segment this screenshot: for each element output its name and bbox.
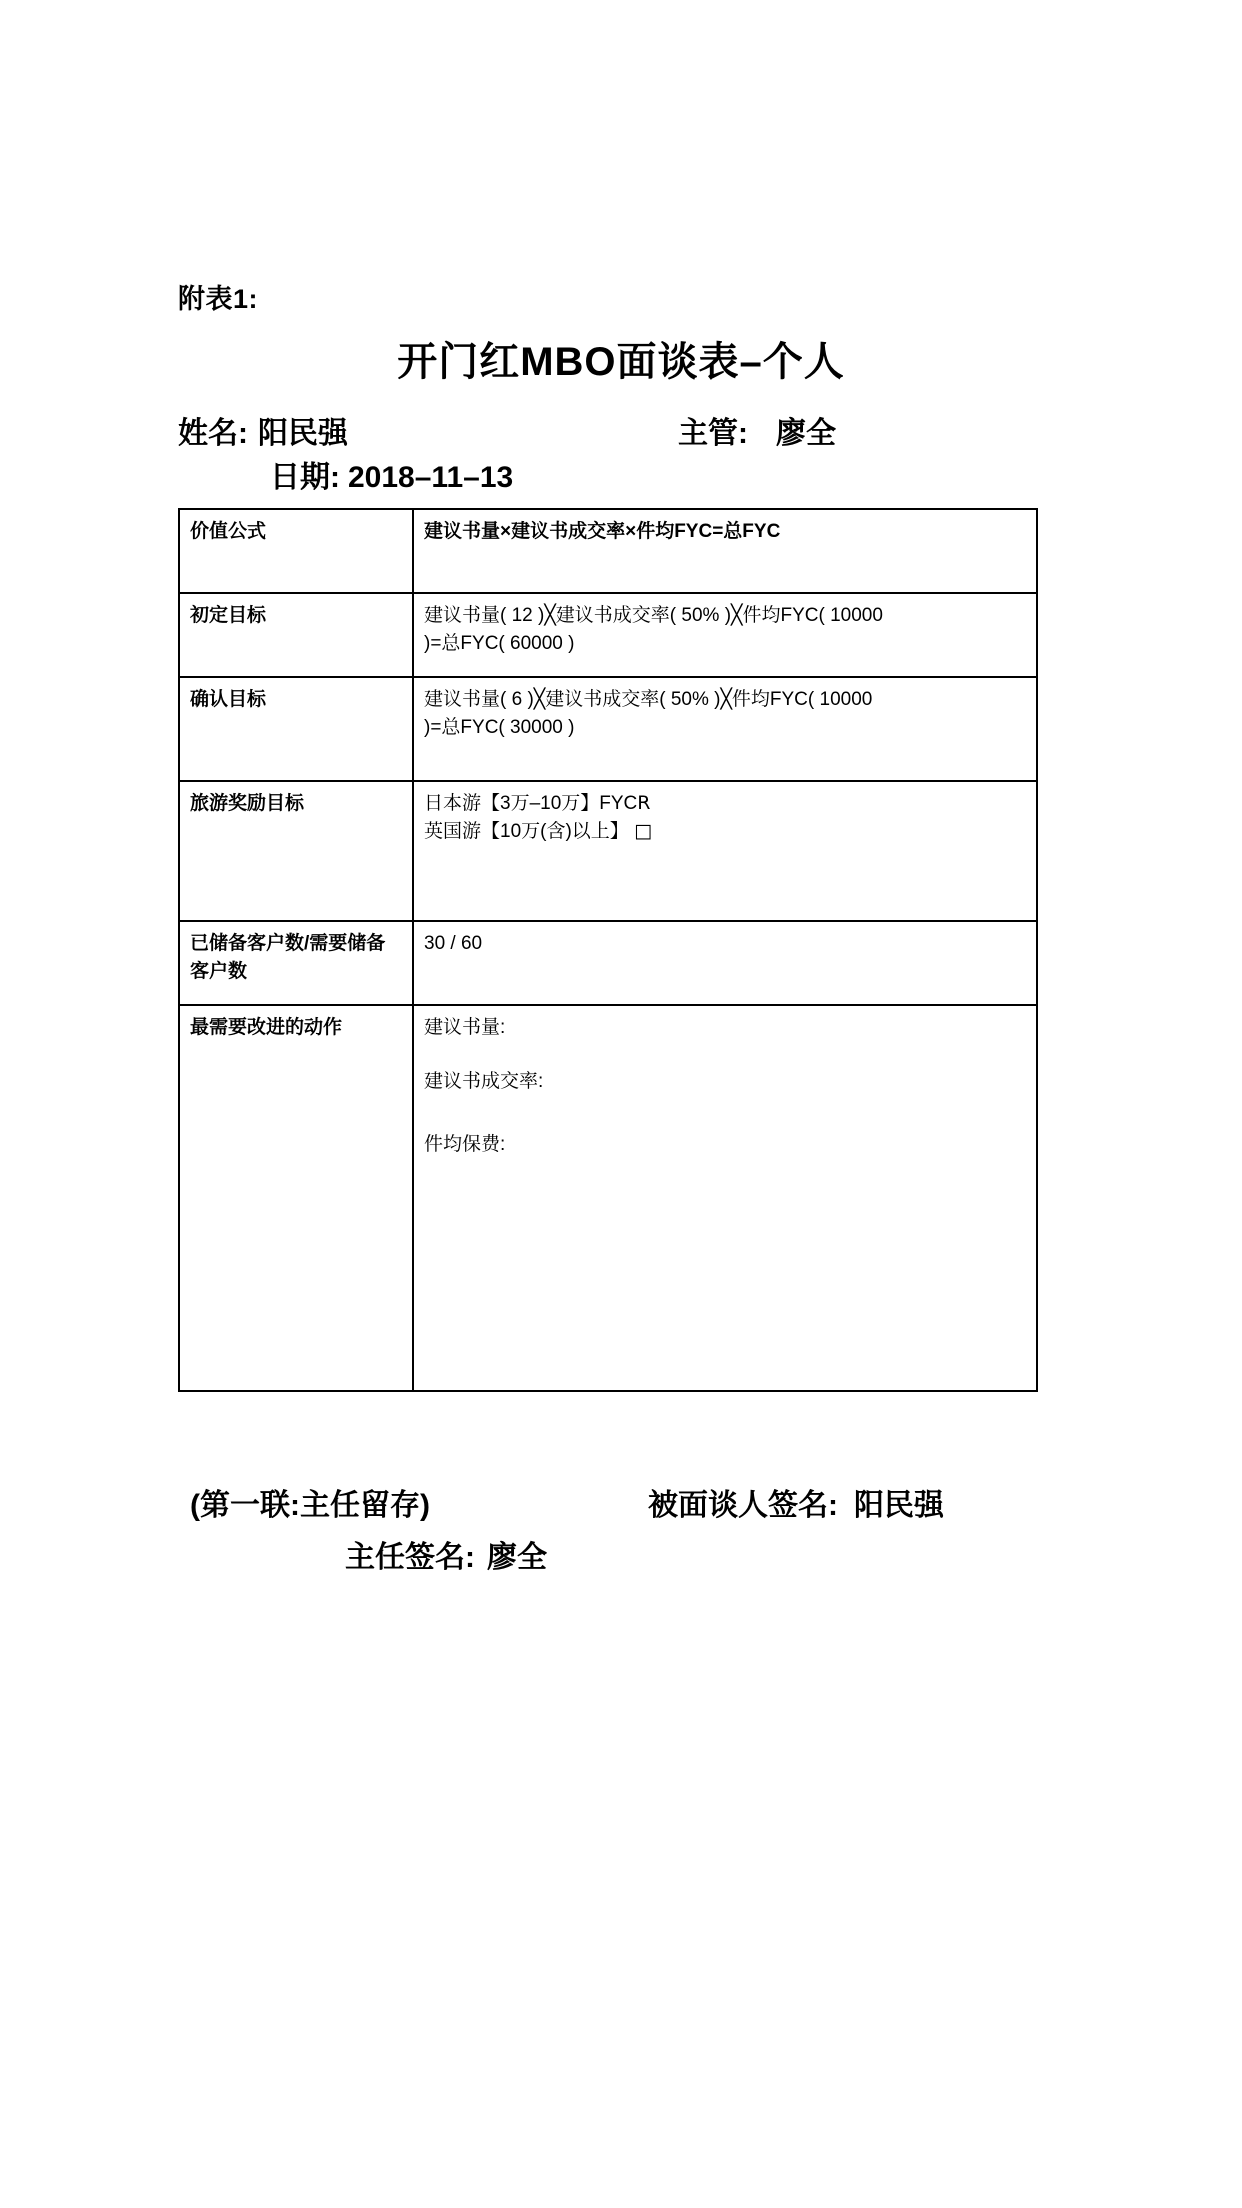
director-signature [345,1532,547,1576]
attachment-label: 附表1: [178,284,259,314]
supervisor-value: 廖全 [776,417,836,450]
name-value: 阳民强 [258,417,348,450]
table-row-clients [179,921,1037,1005]
director-value: 廖全 [487,1541,547,1574]
date-label: 日期: [270,461,340,494]
row-value-travel-award [413,781,1037,921]
travel-option-japan [424,790,1026,818]
confirmed-goal-line2: )=总FYC( 30000 ) [424,716,575,738]
row-label-formula: 价值公式 [179,509,413,593]
row-value-confirmed-goal [413,677,1037,781]
interviewee-value: 阳民强 [854,1489,944,1522]
row-value-formula: 建议书量×建议书成交率×件均FYC=总FYC [413,509,1037,593]
table-row-improvements [179,1005,1037,1391]
interviewee-signature [648,1480,944,1524]
row-label-clients: 已储备客户数/需要储备客户数 [179,921,413,1005]
travel-option-japan-text: 日本游【3万–10万】FYC [424,793,638,814]
table-row-confirmed-goal [179,677,1037,781]
table-row-formula [179,509,1037,593]
interviewee-label: 被面谈人签名: [648,1489,838,1522]
table-row-travel-award [179,781,1037,921]
copy-note: (第一联:主任留存) [190,1489,430,1522]
confirmed-goal-line1: 建议书量( 6 )╳建议书成交率( 50% )╳件均FYC( 10000 [424,689,873,710]
page-title: 开门红MBO面谈表–个人 [397,340,845,384]
improvement-item-1: 建议书量: [424,1017,506,1038]
date-value: 2018–11–13 [348,461,514,494]
row-value-initial-goal [413,593,1037,677]
supervisor-label: 主管: [678,417,748,450]
checkbox-empty-icon[interactable]: □ [634,819,653,842]
travel-option-uk-text: 英国游【10万(含)以上】 [424,820,629,842]
row-label-travel-award: 旅游奖励目标 [179,781,413,921]
initial-goal-line1: 建议书量( 12 )╳建议书成交率( 50% )╳件均FYC( 10000 [424,605,883,626]
name-field [178,408,348,452]
travel-option-uk [424,818,1026,846]
row-label-initial-goal: 初定目标 [179,593,413,677]
improvement-item-3: 件均保费: [424,1134,506,1156]
name-label: 姓名: [178,417,248,450]
date-field [270,452,513,496]
row-label-improvements: 最需要改进的动作 [179,1005,413,1391]
checkbox-checked-icon[interactable]: R [637,792,651,814]
initial-goal-line2: )=总FYC( 60000 ) [424,632,575,654]
supervisor-field [678,408,836,452]
row-value-improvements [413,1005,1037,1391]
row-label-confirmed-goal: 确认目标 [179,677,413,781]
table-row-initial-goal [179,593,1037,677]
mbo-form-table [178,508,1038,1392]
director-label: 主任签名: [345,1541,475,1574]
row-value-clients: 30 / 60 [413,921,1037,1005]
improvement-item-2: 建议书成交率: [424,1070,544,1092]
